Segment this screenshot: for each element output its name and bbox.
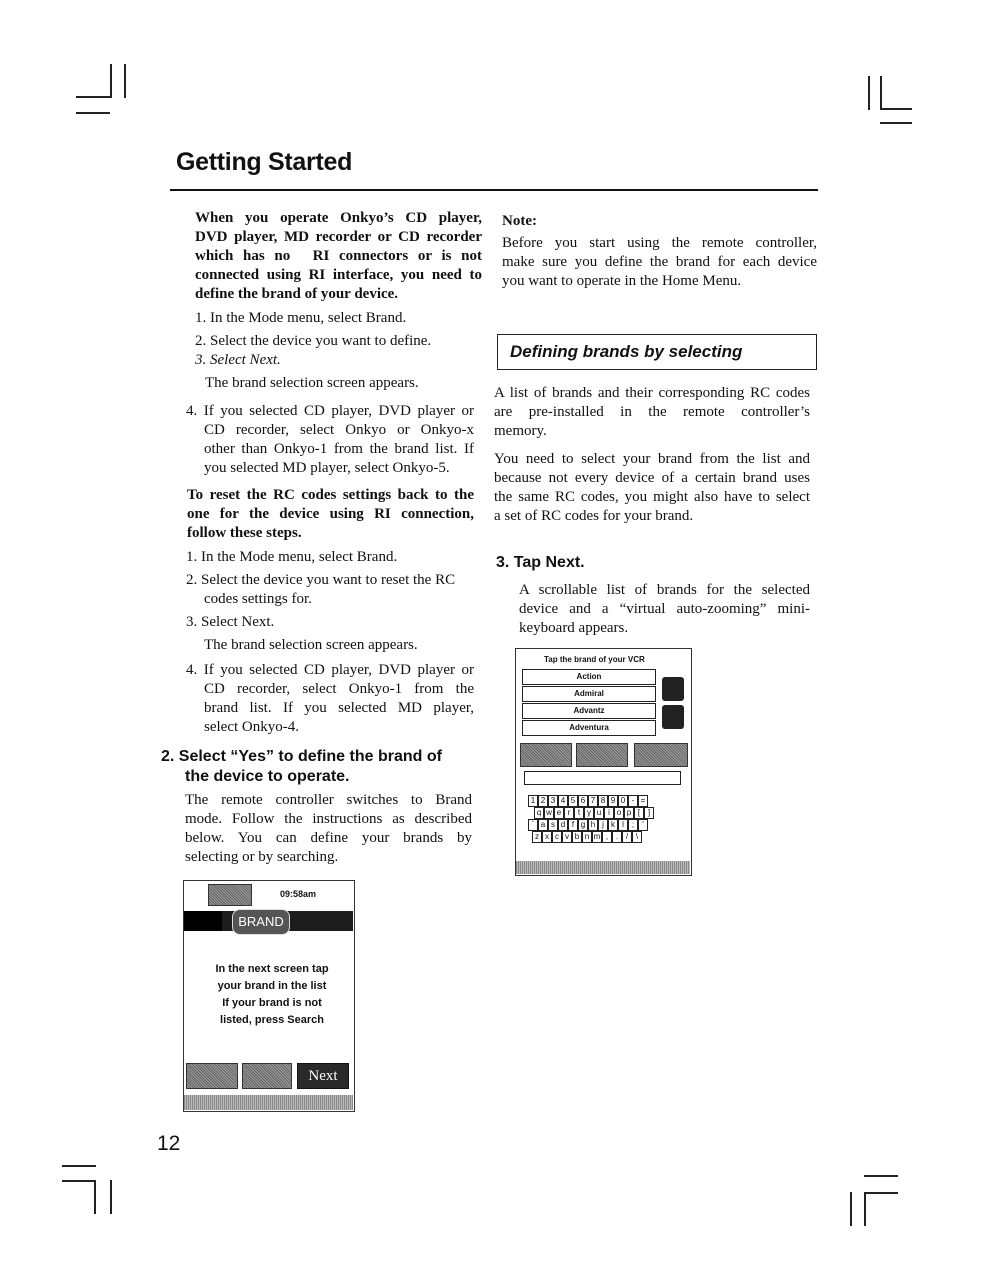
intro-line: which has no RI connectors or is not <box>195 248 482 264</box>
body-line: are pre-installed in the remote controller’s <box>494 404 810 420</box>
brand-list-item[interactable]: Advantz <box>522 703 656 719</box>
note-line: Before you start using the remote controller, <box>502 235 817 251</box>
step-line: 4. If you selected CD player, DVD player or <box>186 403 474 419</box>
keyboard-key[interactable]: d <box>558 819 568 831</box>
keyboard-key[interactable]: z <box>532 831 542 843</box>
crop-mark <box>110 1180 112 1214</box>
step-item: 1. In the Mode menu, select Brand. <box>195 310 407 326</box>
keyboard-key[interactable]: ] <box>644 807 654 819</box>
keyboard-key[interactable]: w <box>544 807 554 819</box>
heading-line: 2. Select “Yes” to define the brand of <box>161 748 442 765</box>
keyboard-key[interactable]: 8 <box>598 795 608 807</box>
keyboard-key[interactable]: 9 <box>608 795 618 807</box>
step-line: CD recorder, select Onkyo-1 from the <box>204 681 474 697</box>
title-rule <box>170 189 818 191</box>
body-line: a set of RC codes for your brand. <box>494 508 694 524</box>
step-line: CD recorder, select Onkyo or Onkyo-x <box>204 422 474 438</box>
screen-button[interactable] <box>242 1063 292 1089</box>
body-line: A scrollable list of brands for the selected <box>519 582 810 598</box>
step-line: 4. If you selected CD player, DVD player or <box>186 662 474 678</box>
body-line: below. You can define your brands by <box>185 830 472 846</box>
keyboard-key[interactable]: 6 <box>578 795 588 807</box>
body-line: A list of brands and their corresponding RC codes <box>494 385 810 401</box>
brand-list-item[interactable]: Admiral <box>522 686 656 702</box>
keyboard-key[interactable]: ' <box>638 819 648 831</box>
keyboard-key[interactable]: , <box>602 831 612 843</box>
body-line: selecting or by searching. <box>185 849 339 865</box>
note-label: Note: <box>502 213 537 229</box>
instruction-text <box>202 961 342 1029</box>
keyboard-row <box>528 819 648 831</box>
keyboard-key[interactable]: v <box>562 831 572 843</box>
step2-heading <box>161 747 481 787</box>
step3-heading: 3. Tap Next. <box>496 554 585 571</box>
heading-line: the device to operate. <box>185 768 350 785</box>
clock-text: 09:58am <box>280 889 317 899</box>
keyboard-key[interactable]: u <box>594 807 604 819</box>
step-b4 <box>186 661 474 737</box>
crop-mark <box>864 1175 898 1177</box>
step-a4 <box>186 402 474 478</box>
crop-mark <box>880 76 882 110</box>
brands-para2 <box>494 450 810 526</box>
keyboard-key[interactable]: ; <box>628 819 638 831</box>
keyboard-key[interactable]: l <box>618 819 628 831</box>
keyboard-key[interactable]: a <box>538 819 548 831</box>
keyboard-row <box>534 807 654 819</box>
screen-button[interactable] <box>576 743 628 767</box>
keyboard-key[interactable]: g <box>578 819 588 831</box>
reset-line: To reset the RC codes settings back to the <box>187 487 474 503</box>
step-item: 3. Select Next. <box>195 352 281 368</box>
crop-mark <box>880 122 912 124</box>
mode-label: BRAND <box>232 909 290 935</box>
keyboard-key[interactable]: r <box>564 807 574 819</box>
crop-mark <box>62 1180 96 1182</box>
crop-mark <box>864 1192 866 1226</box>
instruction-line: In the next screen tap <box>215 963 329 975</box>
note-line: you want to operate in the Home Menu. <box>502 273 742 289</box>
keyboard-key[interactable]: 7 <box>588 795 598 807</box>
keyboard-key[interactable]: j <box>598 819 608 831</box>
crop-mark <box>864 1192 898 1194</box>
body-line: the same RC codes, you might also have to select <box>494 489 810 505</box>
crop-mark <box>94 1180 96 1214</box>
intro-line: DVD player, MD recorder or CD recorder <box>195 229 482 245</box>
keyboard-key[interactable]: 0 <box>618 795 628 807</box>
step-item: 2. Select the device you want to define. <box>195 333 432 349</box>
screen-button[interactable] <box>520 743 572 767</box>
crop-mark <box>850 1192 852 1226</box>
body-line: because not every device of a certain brand uses <box>494 470 810 486</box>
keyboard-key[interactable]: k <box>608 819 618 831</box>
next-button[interactable]: Next <box>297 1063 349 1089</box>
step-note: The brand selection screen appears. <box>204 637 418 653</box>
section-heading-box <box>497 334 817 370</box>
status-bar <box>184 1095 353 1110</box>
step-line: you selected MD player, select Onkyo-5. <box>204 460 450 476</box>
keyboard-key[interactable]: 2 <box>538 795 548 807</box>
keyboard-key[interactable]: [ <box>634 807 644 819</box>
page-title: Getting Started <box>176 148 353 176</box>
keyboard-key[interactable]: i <box>604 807 614 819</box>
screen-button[interactable] <box>186 1063 238 1089</box>
brand-list-item[interactable]: Action <box>522 669 656 685</box>
page-number: 12 <box>157 1132 181 1155</box>
scroll-down-button[interactable] <box>662 705 684 729</box>
crop-mark <box>110 64 112 98</box>
body-line: device and a “virtual auto-zooming” mini- <box>519 601 810 617</box>
screen-button <box>208 884 252 906</box>
keyboard-key[interactable]: / <box>622 831 632 843</box>
keyboard-key[interactable]: b <box>572 831 582 843</box>
keyboard-key[interactable]: c <box>552 831 562 843</box>
step-line: brand list. If you selected MD player, <box>204 700 474 716</box>
instruction-line: If your brand is not <box>222 997 322 1009</box>
body-line: mode. Follow the instructions as described <box>185 811 472 827</box>
body-line: The remote controller switches to Brand <box>185 792 472 808</box>
instruction-line: listed, press Search <box>220 1014 324 1026</box>
crop-mark <box>124 64 126 98</box>
keyboard-key[interactable]: o <box>614 807 624 819</box>
body-line: keyboard appears. <box>519 620 629 636</box>
brand-list-item[interactable]: Adventura <box>522 720 656 736</box>
keyboard-key[interactable]: q <box>534 807 544 819</box>
keyboard-key[interactable]: 3 <box>548 795 558 807</box>
brand-list-screen-mock <box>515 648 692 876</box>
crop-mark <box>76 96 112 98</box>
keyboard-key[interactable]: p <box>624 807 634 819</box>
step-item: 3. Select Next. <box>186 614 275 630</box>
keyboard-key[interactable]: 4 <box>558 795 568 807</box>
search-input[interactable] <box>524 771 681 785</box>
keyboard-key[interactable]: = <box>638 795 648 807</box>
step-note: The brand selection screen appears. <box>205 375 419 391</box>
brands-para1 <box>494 384 810 441</box>
steps-b <box>186 548 476 655</box>
scroll-up-button[interactable] <box>662 677 684 701</box>
step3-body <box>519 581 810 638</box>
crop-mark <box>880 108 912 110</box>
section-heading: Defining brands by selecting <box>510 342 743 361</box>
keyboard-key[interactable]: y <box>584 807 594 819</box>
brand-screen-mock <box>183 880 355 1112</box>
body-line: memory. <box>494 423 547 439</box>
reset-line: one for the device using RI connection, <box>187 506 474 522</box>
keyboard-key[interactable]: s <box>548 819 558 831</box>
crop-mark <box>62 1165 96 1167</box>
keyboard-key[interactable]: x <box>542 831 552 843</box>
keyboard-key[interactable]: 1 <box>528 795 538 807</box>
intro-line: connected using RI interface, you need to <box>195 267 482 283</box>
intro-paragraph <box>195 209 482 304</box>
keyboard-row <box>528 795 648 807</box>
keyboard-key[interactable]: . <box>612 831 622 843</box>
keyboard-key[interactable]: - <box>628 795 638 807</box>
keyboard-key[interactable]: ` <box>528 819 538 831</box>
step-item: 1. In the Mode menu, select Brand. <box>186 549 398 565</box>
mode-icon <box>184 911 222 931</box>
body-line: You need to select your brand from the list and <box>494 451 810 467</box>
keyboard-key[interactable]: 5 <box>568 795 578 807</box>
screen-button[interactable] <box>634 743 688 767</box>
keyboard-key[interactable]: f <box>568 819 578 831</box>
intro-line: When you operate Onkyo’s CD player, <box>195 210 482 226</box>
keyboard-key[interactable]: t <box>574 807 584 819</box>
keyboard-key[interactable]: n <box>582 831 592 843</box>
keyboard-key[interactable]: h <box>588 819 598 831</box>
step-line: other than Onkyo-1 from the brand list. If <box>204 441 474 457</box>
step2-body <box>185 791 472 867</box>
status-bar <box>516 861 690 874</box>
crop-mark <box>868 76 870 110</box>
crop-mark <box>76 112 110 114</box>
reset-line: follow these steps. <box>187 525 302 541</box>
instruction-line: your brand in the list <box>217 980 327 992</box>
steps-a <box>195 309 485 393</box>
step-item: 2. Select the device you want to reset the RC <box>186 572 456 588</box>
keyboard-key[interactable]: \ <box>632 831 642 843</box>
keyboard-key[interactable]: e <box>554 807 564 819</box>
step-line: select Onkyo-4. <box>204 719 299 735</box>
note-body <box>502 234 817 291</box>
step-item: codes settings for. <box>204 591 312 607</box>
reset-paragraph <box>187 486 474 543</box>
keyboard-key[interactable]: m <box>593 832 601 841</box>
keyboard-row <box>532 831 642 843</box>
list-prompt: Tap the brand of your VCR <box>544 655 645 664</box>
note-line: make sure you define the brand for each device <box>502 254 817 270</box>
intro-line: define the brand of your device. <box>195 286 399 302</box>
